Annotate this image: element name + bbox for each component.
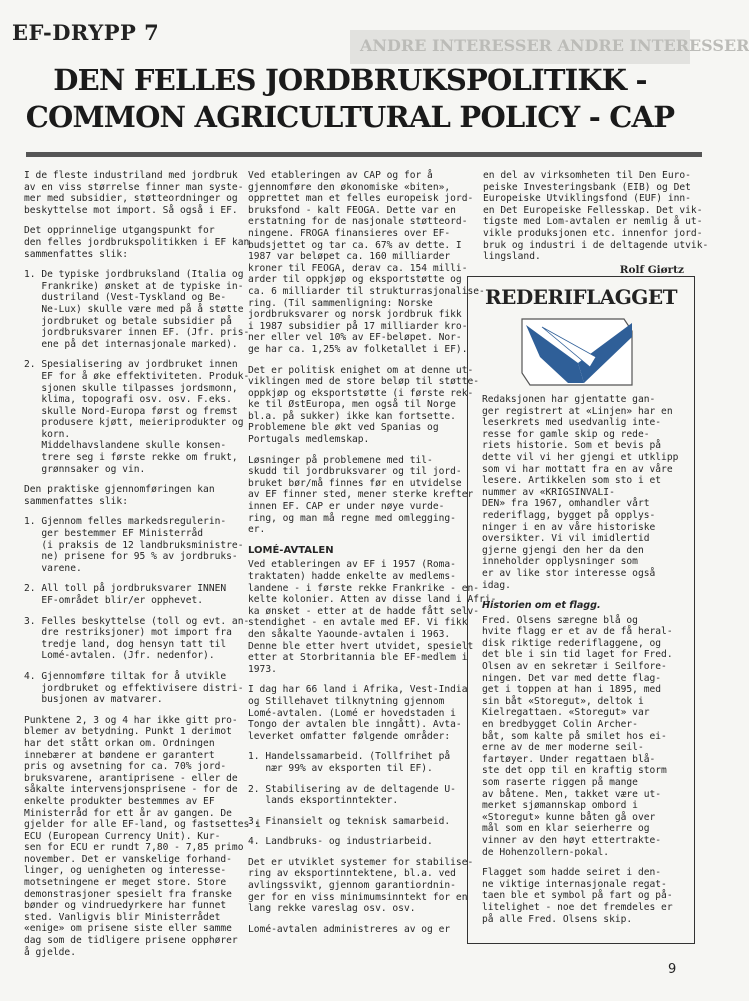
box-subhead: Historien om et flagg. bbox=[482, 600, 601, 612]
col2-para-2: Det er politisk enighet om at denne ut- viklingen med de store beløp til støtte- oppkjøp og eksportstøtte (i første rek- ke til ØstEuropa, men også til Norge bl.a. på sukker) ikke kan fortsette. Problemene ble økt ved Spanias og Portugals medlemskap. bbox=[248, 364, 480, 446]
col1-item-1: 1. De typiske jordbruksland (Italia og Frankrike) ønsket at de typiske in- dustriland (Vest-Tyskland og Be- Ne-Lux) skulle være med på å støtte jordbruket og betale subsidier på jordbruksvarer innen EF. (Jfr. pris- ene på det internasjonale marked). bbox=[24, 269, 250, 350]
col1-lead: Det opprinnelige utgangspunkt for den felles jordbrukspolitikken i EF kan sammenfattes slik: bbox=[24, 225, 250, 260]
page-title-line-2: COMMON AGRICULTURAL POLICY - CAP bbox=[25, 100, 675, 134]
col1-item-2: 2. Spesialisering av jordbruket innen EF for å øke effektiviteten. Produk- sjonen skulle tilpasses jordsmonn, klima, topografi osv. osv. F.eks. skulle Nord-Europa først og fremst produsere kjøtt, meieriprodukter og korn. Middelhavslandene skulle konsen- trere seg i første rekke om frukt, grønnsaker og vin. bbox=[24, 359, 250, 475]
col1-end: Punktene 2, 3 og 4 har ikke gitt pro- blemer av betydning. Punkt 1 derimot har det stått orkan om. Ordningen innebærer at bøndene er garantert pris og avsetning for ca. 70% jord- bruksvarene, arantiprisene - eller de såkalte intervensjonsprisene - for de enkelte produkter bestemmes av EF Ministerråd for ett år av gangen. De gjelder for alle EF-land, og fastsettes i ECU (European Currency Unit). Kur- sen for ECU er rundt 7,80 - 7,85 primo november. Det er vanskelige forhand- linger, og uenigheten og interesse- motsetningene er meget store. Store demonstrasjoner spesielt fra franske bønder og vindruedyrkere har funnet sted. Vanligvis blir Ministerrådet «enige» om prisene siste eller samme dag som de tidligere prisene opphører å gjelde. bbox=[24, 714, 261, 958]
box-text bbox=[482, 394, 687, 934]
col2-list-2: 2. Stabilisering av de deltagende U- lands eksportinntekter. bbox=[248, 783, 456, 807]
box-para-3: Flagget som hadde seiret i den- ne viktige internasjonale regat- taen ble et symbol på fart og på- litelighet - noe det fremdeles er på alle Fred. Olsens skip. bbox=[482, 867, 673, 925]
column-1 bbox=[24, 170, 261, 967]
series-label: EF-DRYPP 7 bbox=[12, 20, 160, 45]
col2-list-1: 1. Handelssamarbeid. (Tollfrihet på nær 99% av eksporten til EF). bbox=[248, 751, 451, 774]
col2-list-3: 3. Finansielt og teknisk samarbeid. bbox=[248, 815, 451, 827]
bleed-through-header: ANDRE INTERESSER ANDRE INTERESSER bbox=[350, 30, 690, 64]
box-title: REDERIFLAGGET bbox=[485, 285, 677, 309]
col3-para-1: en del av virksomheten til Den Euro- peiske Investeringsbank (EIB) og Det Europeiske Utviklingsfond (EUF) inn- en Det Europeiske Fellesskap. Det vik- tigste med Lom-avtalen er nemlig å ut- vikle produksjonen etc. innenfor jord- bruk og industri i de deltagende utvik- lingsland. bbox=[483, 170, 709, 263]
column-3 bbox=[483, 170, 709, 276]
col2-para-3: Løsninger på problemene med til- skudd til jordbruksvarer og til jord- bruket bør/må finnes før en utvidelse av EF finner sted, mener sterke krefter innen EF. CAP er under nøye vurde- ring, og man må regne med omlegging- er. bbox=[248, 454, 474, 536]
col2-para-4: Ved etableringen av EF i 1957 (Roma- traktaten) hadde enkelte av medlems- landene - i første rekke Frankrike - en- kelte kolonier. Atten av disse land i Afri- ka ønsket - etter at de hadde fått selv- stendighet - en avtale med EF. Vi fikk den såkalte Yaounde-avtalen i 1963. Denne ble etter hvert utvidet, spesielt etter at Storbritannia ble EF-medlem i 1973. bbox=[248, 559, 497, 675]
col1-point-1: 1. Gjennom felles markedsregulerin- ger bestemmer EF Ministerråd (i praksis de 12 landbruksministre- ne) prisene for 95 % av jordbruks- varene. bbox=[24, 516, 244, 574]
column-2 bbox=[248, 170, 497, 944]
box-para-2: Fred. Olsens særegne blå og hvite flagg er et av de få heral- disk riktige rederiflaggene, og det ble i sin tid laget for Fred. Olsen av en sekretær i Seilfore- ningen. Det var med dette flag- get i toppen at han i 1895, med sin båt «Storegut», deltok i Kielregattaen. «Storegut» var en bredbygget Colin Archer- båt, som kalte på smilet hos ei- erne av de mer moderne seil- fartøyer. Under regattaen blå- ste det opp til en kraftig storm som raserte riggen på mange av båtene. Men, takket være ut- merket sjømannskap ombord i «Storegut» kunne båten gå over mål som en klar seierherre og vinner av den høyt ettertrakte- de Hohenzollern-pokal. bbox=[482, 614, 673, 858]
page-number: 9 bbox=[668, 962, 677, 977]
page-title-line-1: DEN FELLES JORDBRUKSPOLITIKK - bbox=[53, 63, 647, 97]
col2-para-6: Det er utviklet systemer for stabilise- ring av eksportinntektene, bl.a. ved avlingssvikt, gjennom garantiordnin- ger for en viss minimumsinntekt for en lang rekke vareslag osv. osv. bbox=[248, 856, 474, 915]
title-rule bbox=[26, 152, 702, 157]
col1-point-4: 4. Gjennomføre tiltak for å utvikle jordbruket og effektivisere distri- busjonen av matvarer. bbox=[24, 670, 244, 706]
company-flag-icon bbox=[520, 317, 636, 387]
author-signature: Rolf Giørtz bbox=[619, 263, 684, 276]
col2-para-7: Lomé-avtalen administreres av og er bbox=[248, 923, 451, 935]
lome-subhead: LOMÉ-AVTALEN bbox=[248, 544, 334, 556]
col2-para-5: I dag har 66 land i Afrika, Vest-India og Stillehavet tilknytning gjennom Lomé-avtalen. (Lomé er hovedstaden i Tongo der avtalen ble inngått). Avta- leverket omfatter følgende områder: bbox=[248, 684, 468, 742]
col1-point-3: 3. Felles beskyttelse (toll og evt. an- dre restriksjoner) mot import fra tredje land, dog hensyn tatt til Lomé-avtalen. (Jfr. nedenfor). bbox=[24, 615, 250, 662]
col1-intro: I de fleste industriland med jordbruk av en viss størrelse finner man syste- mer med subsidier, støtteordninger og beskyttelse mot import. Så også i EF. bbox=[24, 170, 244, 216]
col1-point-2: 2. All toll på jordbruksvarer INNEN EF-området blir/er opphevet. bbox=[24, 583, 227, 606]
rederiflagget-box bbox=[467, 276, 695, 944]
col2-para-1: Ved etableringen av CAP og for å gjennomføre den økonomiske «biten», opprettet man et felles europeisk jord- bruksfond - kalt FEOGA. Dette var en erstatning for de nasjonale støtteord- ningene. FROGA finansieres over EF- budsjettet og tar ca. 67% av dette. I 1987 var beløpet ca. 160 milliarder kroner til FEOGA, derav ca. 154 milli- arder til oppkjøp og eksportstøtte og ca. 6 milliarder til strukturrasjonalise- ring. (Til sammenligning: Norske jordbruksvarer og norsk jordbruk fikk i 1987 subsidier på 17 milliarder kro- ner eller vel 10% av EF-beløpet. Nor- ge har ca. 1,25% av folketallet i EF). bbox=[248, 170, 485, 355]
box-para-1: Redaksjonen har gjentatte gan- ger registrert at «Linjen» har en leserkrets med usedvanlig inte- resse for gamle skip og rede- riets historie. Som et bevis på dette vil vi her gjengi et utklipp som vi har mottatt fra en av våre lesere. Artikkelen som sto i et nummer av «KRIGSINVALI- DEN» fra 1967, omhandler vårt rederiflagg, bygget på opplys- ninger i en av våre historiske oversikter. Vi vil imidlertid gjerne gjengi den her da den inneholder opplysninger som er av like stor interesse også idag. bbox=[482, 394, 679, 591]
col1-lead-2: Den praktiske gjennomføringen kan sammenfattes slik: bbox=[24, 484, 215, 507]
col2-list-4: 4. Landbruks- og industriarbeid. bbox=[248, 836, 433, 848]
